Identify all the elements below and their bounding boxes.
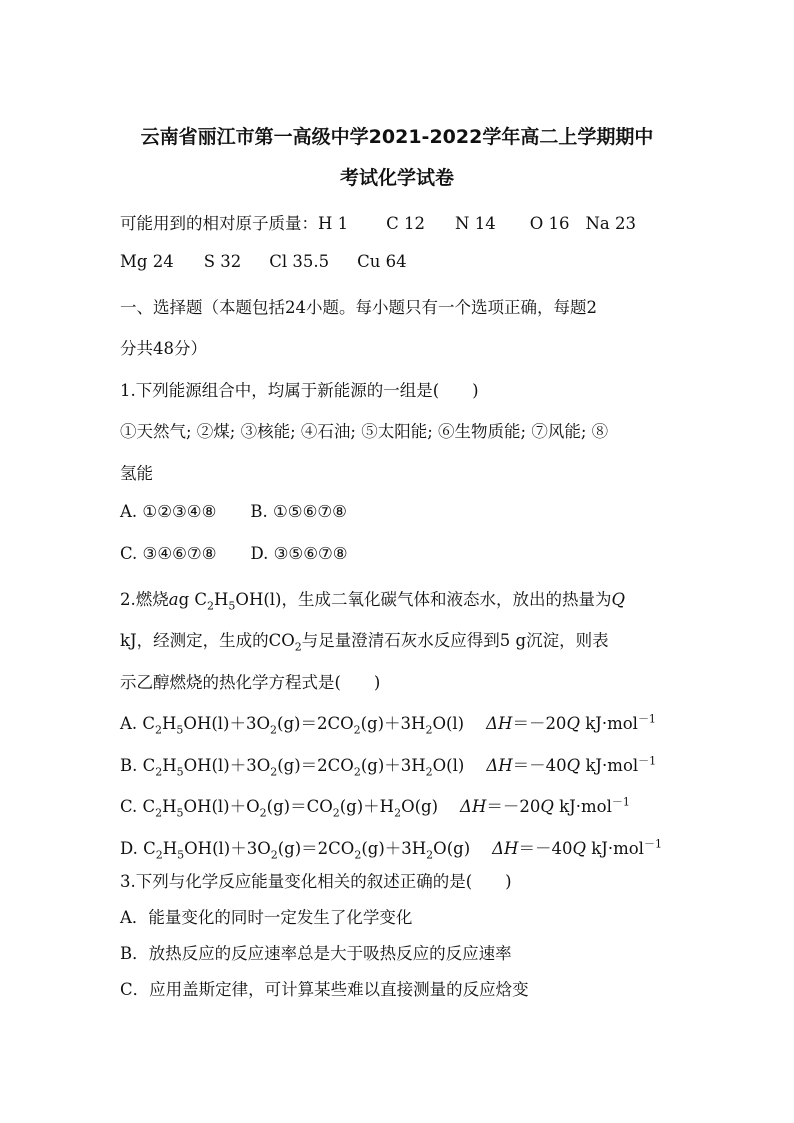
eq: C (142, 714, 156, 733)
unit: kJ·mol (585, 756, 639, 775)
subscript: 2 (354, 848, 362, 862)
q2-text: 2.燃烧 (120, 590, 169, 609)
subscript: 2 (155, 848, 163, 862)
mass-s: S 32 (203, 252, 242, 271)
superscript: －1 (611, 795, 630, 809)
subscript: 2 (332, 806, 340, 820)
q3-option-c[interactable]: C．应用盖斯定律，可计算某些难以直接测量的反应焓变 (120, 980, 529, 999)
var-q: Q (540, 797, 554, 816)
q2-var-a: a (168, 590, 179, 609)
q2-option-d[interactable] (120, 835, 662, 862)
eq: (g)＋3H (360, 714, 426, 733)
q2-option-b[interactable] (120, 752, 657, 779)
delta-h: ΔH (492, 839, 519, 858)
q2-text: H (214, 590, 229, 609)
subscript: 2 (270, 848, 278, 862)
superscript: －1 (638, 754, 657, 768)
subscript: 2 (155, 765, 163, 779)
eq: (g)＋3H (360, 756, 426, 775)
mass-h: H 1 (318, 214, 349, 233)
delta-h: ΔH (486, 756, 513, 775)
eq: OH(l)＋O (183, 797, 260, 816)
atomic-mass-label: 可能用到的相对原子质量： (120, 214, 318, 233)
subscript: 2 (270, 723, 278, 737)
eq: (g)＋3H (361, 839, 427, 858)
eq: OH(l)＋3O (183, 756, 271, 775)
q2-option-c[interactable] (120, 793, 630, 820)
subscript: 2 (294, 640, 302, 654)
mass-na: Na 23 (585, 214, 636, 233)
subscript: 2 (353, 765, 361, 779)
q2-option-a[interactable] (120, 710, 656, 737)
eq: (g)＝2CO (277, 839, 355, 858)
q1-option-b[interactable]: B. ①⑤⑥⑦⑧ (250, 502, 347, 521)
q1-option-d[interactable]: D. ③⑤⑥⑦⑧ (250, 544, 348, 563)
delta-h: ΔH (460, 797, 487, 816)
subscript: 2 (425, 723, 433, 737)
superscript: －1 (637, 712, 656, 726)
q1-options-row-1 (120, 502, 347, 521)
eq: O(g) (433, 839, 471, 858)
q2-text: kJ，经测定，生成的CO (120, 631, 295, 650)
subscript: 2 (270, 765, 278, 779)
var-q: Q (566, 714, 580, 733)
eq: OH(l)＋3O (184, 839, 271, 858)
q3-stem: 3.下列与化学反应能量变化相关的叙述正确的是( ) (120, 872, 512, 891)
option-label: A. (120, 714, 143, 733)
eq: O(l) (432, 714, 465, 733)
subscript: 5 (176, 806, 184, 820)
mass-mg: Mg 24 (120, 252, 174, 271)
var-q: Q (572, 839, 586, 858)
mass-o: O 16 (529, 214, 570, 233)
option-label: C. (120, 797, 143, 816)
subscript: 2 (425, 765, 433, 779)
subscript: 2 (207, 599, 215, 613)
atomic-mass-row-2 (120, 252, 407, 271)
var-q: Q (566, 756, 581, 775)
q2-text: 与足量澄清石灰水反应得到5 g沉淀，则表 (301, 631, 609, 650)
delta-h: ΔH (486, 714, 513, 733)
subscript: 2 (394, 806, 402, 820)
eq: H (162, 756, 177, 775)
eq: ＝－20 (486, 797, 541, 816)
q2-stem-line-1 (120, 586, 626, 613)
q2-text: OH(l)，生成二氧化碳气体和液态水，放出的热量为 (235, 590, 612, 609)
subscript: 2 (353, 723, 361, 737)
subscript: 2 (155, 806, 163, 820)
unit: kJ·mol (585, 714, 638, 733)
subscript: 2 (155, 723, 163, 737)
eq: ＝－40 (512, 756, 567, 775)
q2-text: g C (178, 590, 208, 609)
page-title-line-1: 云南省丽江市第一高级中学2021-2022学年高二上学期期中 (140, 126, 654, 148)
q1-option-a[interactable]: A. ①②③④⑧ (120, 502, 217, 521)
eq: (g)＝2CO (277, 756, 354, 775)
eq: (g)＝CO (266, 797, 333, 816)
eq: C (142, 756, 156, 775)
eq: H (162, 839, 178, 858)
eq: (g)＋H (339, 797, 395, 816)
q1-options-row-2 (120, 544, 348, 563)
page-title-line-2: 考试化学试卷 (339, 167, 454, 189)
eq: (g)＝2CO (277, 714, 354, 733)
q2-stem-line-3: 示乙醇燃烧的热化学方程式是( ) (120, 673, 381, 692)
mass-c: C 12 (386, 214, 426, 233)
q1-items-line-2: 氢能 (120, 464, 153, 483)
eq: H (162, 797, 177, 816)
mass-cu: Cu 64 (357, 252, 407, 271)
eq: O(g) (401, 797, 439, 816)
q3-option-a[interactable]: A．能量变化的同时一定发生了化学变化 (120, 908, 413, 927)
subscript: 5 (177, 848, 185, 862)
option-label: B. (120, 756, 143, 775)
q2-stem-line-2 (120, 627, 609, 654)
q1-stem: 1.下列能源组合中，均属于新能源的一组是( ) (120, 381, 479, 400)
subscript: 5 (228, 599, 236, 613)
unit: kJ·mol (591, 839, 644, 858)
eq: O(l) (432, 756, 465, 775)
atomic-mass-row-1 (120, 210, 636, 234)
eq: ＝－20 (512, 714, 567, 733)
superscript: －1 (643, 837, 662, 851)
q2-var-q: Q (611, 590, 626, 609)
mass-cl: Cl 35.5 (269, 252, 330, 271)
q1-option-c[interactable]: C. ③④⑥⑦⑧ (120, 544, 217, 563)
subscript: 2 (259, 806, 267, 820)
section-heading-line-2: 分共48分） (120, 339, 207, 358)
subscript: 5 (176, 765, 184, 779)
eq: C (142, 797, 156, 816)
eq: C (143, 839, 156, 858)
unit: kJ·mol (559, 797, 612, 816)
eq: OH(l)＋3O (183, 714, 271, 733)
q1-items-line-1: ①天然气; ②煤; ③核能; ④石油; ⑤太阳能; ⑥生物质能; ⑦风能; ⑧ (120, 422, 609, 441)
section-heading-line-1: 一、选择题（本题包括24小题。每小题只有一个选项正确，每题2 (120, 298, 597, 317)
subscript: 5 (176, 723, 184, 737)
subscript: 2 (426, 848, 434, 862)
q3-option-b[interactable]: B．放热反应的反应速率总是大于吸热反应的反应速率 (120, 944, 512, 963)
eq: H (162, 714, 177, 733)
eq: ＝－40 (518, 839, 573, 858)
option-label: D. (120, 839, 144, 858)
mass-n: N 14 (455, 214, 496, 233)
